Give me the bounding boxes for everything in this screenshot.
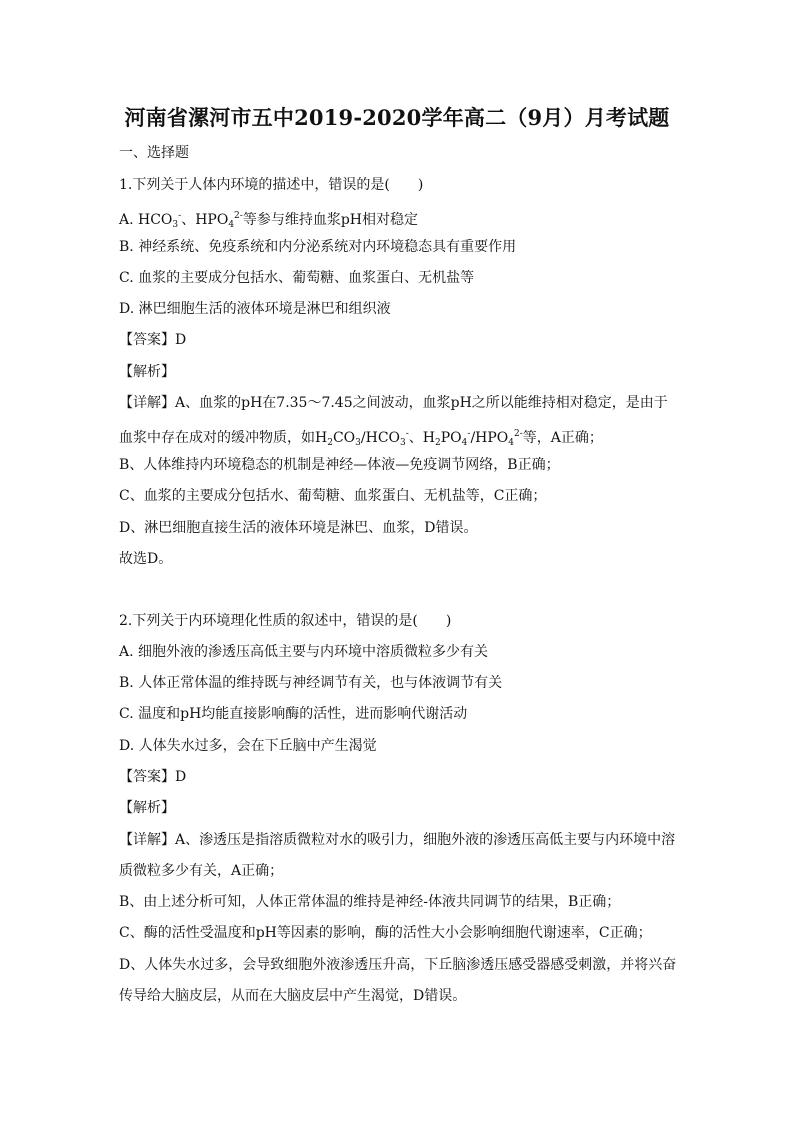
subscript: 4 bbox=[461, 438, 468, 448]
question-1-option-d: D. 淋巴细胞生活的液体环境是淋巴和组织液 bbox=[119, 301, 391, 317]
question-2-option-d: D. 人体失水过多，会在下丘脑中产生渴觉 bbox=[119, 738, 377, 754]
question-1-option-b: B. 神经系统、免疫系统和内分泌系统对内环境稳态具有重要作用 bbox=[119, 239, 517, 255]
section-heading: 一、选择题 bbox=[119, 145, 189, 161]
text-run: /HPO bbox=[470, 430, 509, 446]
text-run: 血浆中存在成对的缓冲物质，如H bbox=[119, 430, 328, 446]
text-run: A. HCO bbox=[119, 212, 173, 228]
question-1-option-c: C. 血浆的主要成分包括水、葡萄糖、血浆蛋白、无机盐等 bbox=[119, 270, 475, 286]
superscript: 2- bbox=[234, 211, 243, 221]
text-run: 、H bbox=[408, 430, 436, 446]
text-run: PO bbox=[440, 430, 462, 446]
superscript: - bbox=[467, 429, 471, 439]
question-2-detail-line: C、酶的活性受温度和pH等因素的影响，酶的活性大小会影响细胞代谢速率，C正确； bbox=[119, 925, 652, 941]
superscript: - bbox=[178, 211, 182, 221]
question-2-detail-line: 传导给大脑皮层，从而在大脑皮层中产生渴觉，D错误。 bbox=[119, 988, 467, 1004]
question-1-detail-line: C、血浆的主要成分包括水、葡萄糖、血浆蛋白、无机盐等，C正确； bbox=[119, 488, 547, 504]
subscript: 2 bbox=[327, 438, 333, 448]
question-1-answer: 【答案】D bbox=[119, 332, 187, 348]
question-1-detail-line bbox=[119, 425, 603, 452]
subscript: 4 bbox=[508, 438, 514, 448]
question-2-detail-line: D、人体失水过多，会导致细胞外液渗透压升高，下丘脑渗透压感受器感受刺激，并将兴奋 bbox=[119, 957, 677, 973]
superscript: - bbox=[405, 429, 409, 439]
question-2-stem: 2.下列关于内环境理化性质的叙述中，错误的是( ) bbox=[119, 613, 452, 629]
text-run: 等，A正确； bbox=[522, 430, 603, 446]
subscript: 3 bbox=[172, 220, 179, 230]
subscript: 4 bbox=[228, 220, 235, 230]
question-1-conclusion: 故选D。 bbox=[119, 551, 173, 567]
question-1-analysis-label: 【解析】 bbox=[119, 364, 175, 380]
question-1-detail-line: D、淋巴细胞直接生活的液体环境是淋巴、血浆，D错误。 bbox=[119, 520, 478, 536]
question-1-option-a bbox=[119, 207, 418, 234]
text-run: 、HPO bbox=[181, 212, 229, 228]
text-run: /HCO bbox=[360, 430, 401, 446]
question-2-option-b: B. 人体正常体温的维持既与神经调节有关，也与体液调节有关 bbox=[119, 675, 503, 691]
question-2-detail-line: B、由上述分析可知，人体正常体温的维持是神经-体液共同调节的结果，B正确； bbox=[119, 894, 621, 910]
text-run: 等参与维持血浆pH相对稳定 bbox=[242, 212, 418, 228]
document-title: 河南省漯河市五中2019-2020学年高二（9月）月考试题 bbox=[124, 105, 670, 130]
question-2-detail-line: 质微粒多少有关，A正确； bbox=[119, 863, 284, 879]
question-2-option-a: A. 细胞外液的渗透压高低主要与内环境中溶质微粒多少有关 bbox=[119, 644, 489, 660]
superscript: 2- bbox=[514, 429, 523, 439]
question-2-option-c: C. 温度和pH均能直接影响酶的活性，进而影响代谢活动 bbox=[119, 706, 468, 722]
question-1-stem: 1.下列关于人体内环境的描述中，错误的是( ) bbox=[119, 177, 424, 193]
question-1-detail-line: B、人体维持内环境稳态的机制是神经—体液—免疫调节网络，B正确； bbox=[119, 457, 560, 473]
subscript: 3 bbox=[400, 438, 406, 448]
question-1-detail-line: 【详解】A、血浆的pH在7.35～7.45之间波动，血浆pH之所以能维持相对稳定，是由于 bbox=[119, 395, 668, 411]
question-2-answer: 【答案】D bbox=[119, 769, 187, 785]
text-run: CO bbox=[332, 430, 356, 446]
subscript: 2 bbox=[435, 438, 441, 448]
question-2-detail-line: 【详解】A、渗透压是指溶质微粒对水的吸引力，细胞外液的渗透压高低主要与内环境中溶 bbox=[119, 832, 676, 848]
subscript: 3 bbox=[355, 438, 361, 448]
question-2-analysis-label: 【解析】 bbox=[119, 800, 175, 816]
